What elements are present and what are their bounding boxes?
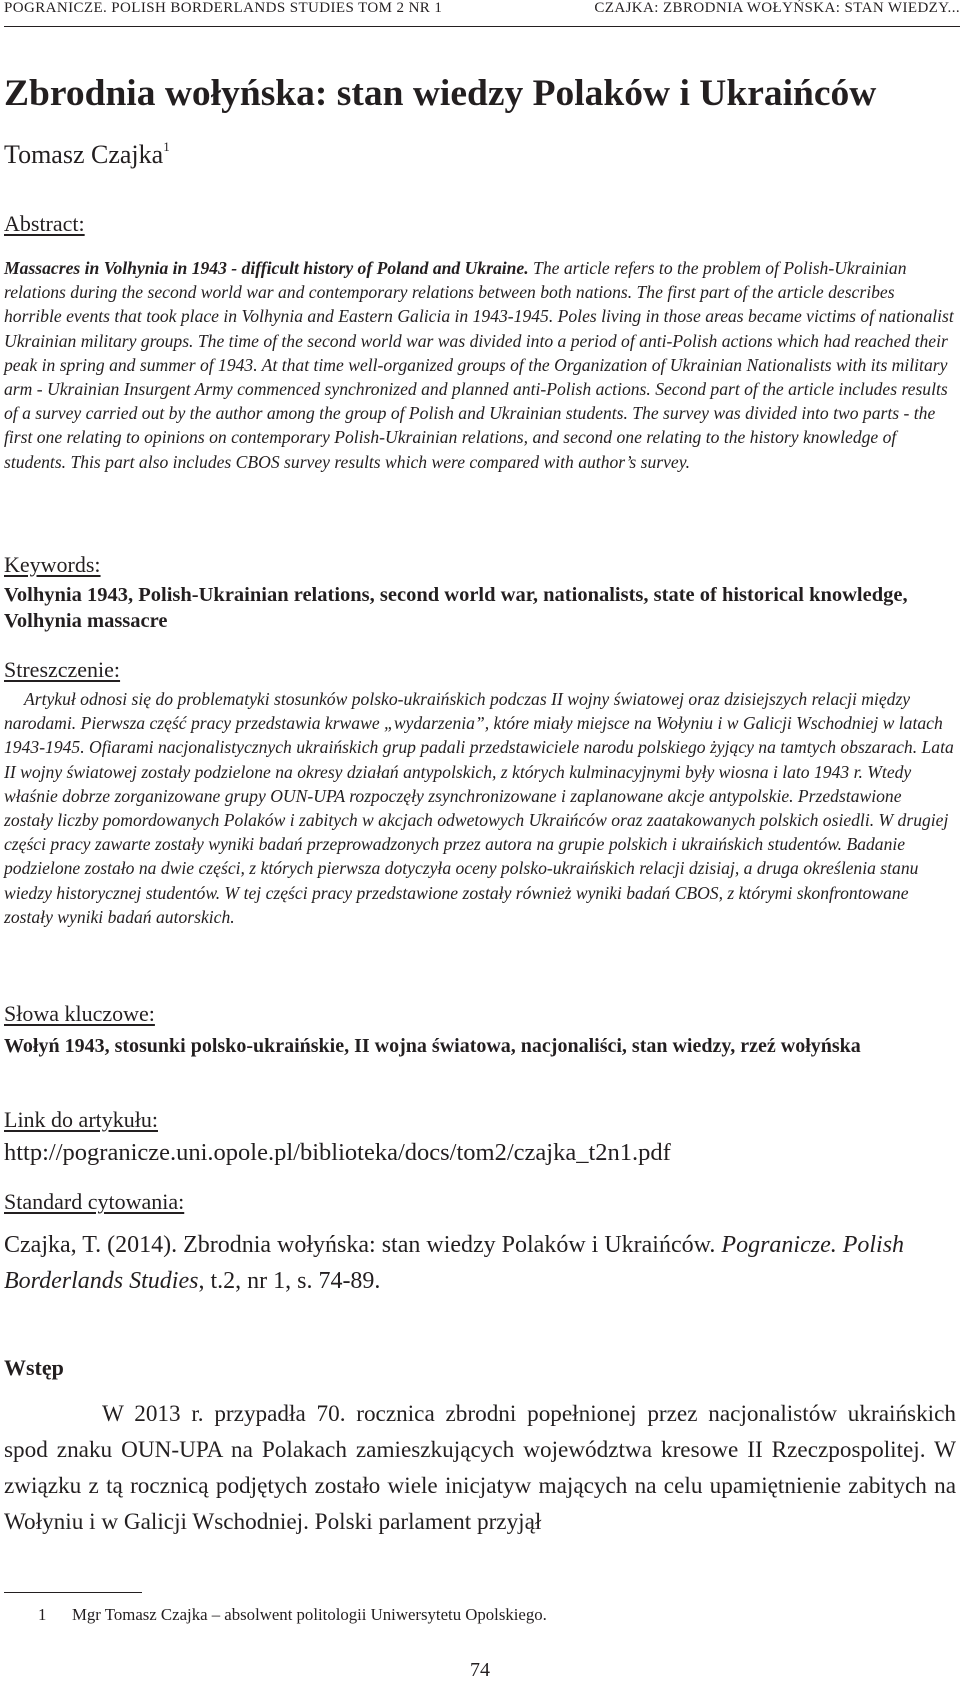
abstract-lead: Massacres in Volhynia in 1943 - difficult history of Poland and Ukraine. (4, 258, 529, 278)
keywords-heading: Keywords: (4, 552, 101, 577)
streszczenie-text (4, 687, 954, 929)
keywords-text: Volhynia 1943, Polish-Ukrainian relations, second world war, nationalists, state of historical knowledge, Volhynia massacre (4, 584, 908, 632)
abstract-heading: Abstract: (4, 211, 85, 236)
citation-journal: Pogranicze. Polish Borderlands Studies (4, 1232, 905, 1294)
footnote-number: 1 (38, 1605, 47, 1624)
author-name: Tomasz Czajka (4, 140, 164, 169)
section-heading: Wstęp (4, 1355, 64, 1380)
article-title: Zbrodnia wołyńska: stan wiedzy Polaków i Ukraińców (4, 73, 877, 114)
citation-part1: Czajka, T. (2014). Zbrodnia wołyńska: stan wiedzy Polaków i Ukraińców. (4, 1232, 722, 1258)
author-footnote-mark: 1 (163, 139, 170, 154)
streszczenie-body: Artykuł odnosi się do problematyki stosunków polsko-ukraińskich podczas II wojny światowej oraz dzisiejszych relacji między narodami. Pierwsza część pracy przedstawia krwawe „wydarzenia”, które miały miejsce na Wołyniu i w Galicji Wschodniej w latach 1943-1945. Ofiarami nacjonalistycznych ukraińskich grup padali przedstawiciele narodu polskiego żyjący na tamtych obszarach. Lata II wojny światowej zostały podzielone na okresy działań antypolskich, z których kulminacyjnymi były wiosna i lato 1943 r. Wtedy właśnie dobrze zorganizowane grupy OUN-UPA rozpoczęły zsynchronizowane i zaplanowane akcje antypolskie. Przedstawione zostały liczby pomordowanych Polaków i zabitych w akcjach odwetowych Ukraińców oraz zaatakowanych polskich osiedli. W drugiej części pracy zawarte zostały wyniki badań przeprowadzonych przez autora na grupie polskich i ukraińskich studentów. Badanie podzielone zostało na dwie części, z których pierwsza dotyczyła oceny polsko-ukraińskich relacji dzisiaj, a druga określenia stanu wiedzy historycznej studentów. W tej części pracy przedstawione zostały również wyniki badań CBOS, z którymi skonfrontowane zostały wyniki badań autorskich. (4, 689, 954, 927)
streszczenie-heading: Streszczenie: (4, 657, 121, 682)
body-text: W 2013 r. przypadła 70. rocznica zbrodni popełnionej przez nacjonalistów ukraińskich spod znaku OUN-UPA na Polakach zamieszkujących województwa kresowe II Rzeczpospolitej. W związku z tą rocznicą podjętych zostało wiele inicjatyw mających na celu upamiętnienie zabitych na Wołyniu i w Galicji Wschodniej. Polski parlament przyjął (4, 1401, 956, 1535)
abstract-text (4, 256, 954, 474)
footnote-divider (4, 1592, 142, 1593)
running-head-article: CZAJKA: ZBRODNIA WOŁYŃSKA: STAN WIEDZY... (594, 0, 960, 16)
slowa-kluczowe-text: Wołyń 1943, stosunki polsko-ukraińskie, II wojna światowa, nacjonaliści, stan wiedzy, rzeź wołyńska (4, 1035, 861, 1057)
running-head (4, 0, 960, 27)
citation-heading: Standard cytowania: (4, 1189, 185, 1214)
page-number: 74 (470, 1659, 490, 1681)
running-head-journal: POGRANICZE. POLISH BORDERLANDS STUDIES TOM 2 NR 1 (4, 0, 443, 16)
slowa-kluczowe-heading: Słowa kluczowe: (4, 1001, 155, 1026)
abstract-body: The article refers to the problem of Polish-Ukrainian relations during the second world war and contemporary relations between both nations. The first part of the article describes horrible events that took place in Volhynia and Eastern Galicia in 1943-1945. Poles living in those areas became victims of nationalist Ukrainian military groups. The time of the second world war was divided into a period of anti-Polish actions which had reached their peak in spring and summer of 1943. At that time well-organized groups of the Organization of Ukrainian Nationalists with its military arm - Ukrainian Insurgent Army commenced synchronized and planned anti-Polish actions. Second part of the article includes results of a survey carried out by the author among the group of Polish and Ukrainian students. The survey was divided into two parts - the first one relating to opinions on contemporary Polish-Ukrainian relations, and second one relating to the history knowledge of students. This part also includes CBOS survey results which were compared with author’s survey. (4, 258, 954, 472)
citation-part2: , t.2, nr 1, s. 74-89. (198, 1268, 381, 1294)
footnote-text: Mgr Tomasz Czajka – absolwent politologii Uniwersytetu Opolskiego. (72, 1605, 547, 1624)
author-line (4, 140, 170, 168)
footnote (38, 1607, 547, 1624)
article-link[interactable]: http://pogranicze.uni.opole.pl/biblioteka/docs/tom2/czajka_t2n1.pdf (4, 1139, 671, 1166)
link-heading: Link do artykułu: (4, 1107, 158, 1132)
citation-text (4, 1227, 956, 1299)
